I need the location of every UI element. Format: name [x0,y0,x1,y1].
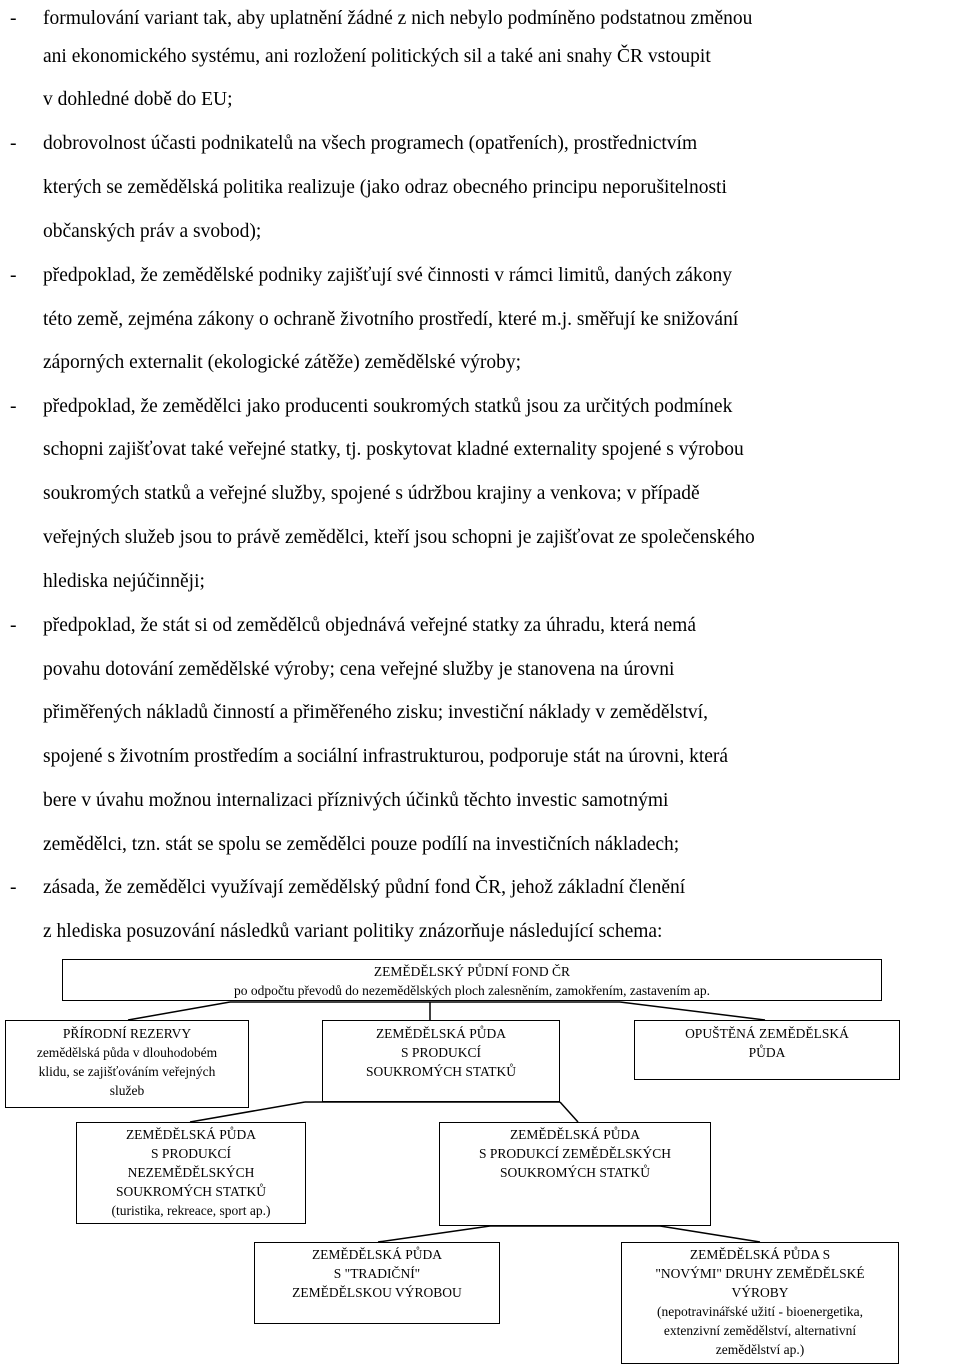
text-line: bere v úvahu možnou internalizaci příznivých účinků těchto investic samotnými [43,790,669,811]
box-line: "NOVÝMI" DRUHY ZEMĚDĚLSKÉ [655,1266,865,1281]
text-line: hlediska nejúčinněji; [43,571,205,592]
box-subtitle: po odpočtu převodů do nezemědělských ploch zalesněním, zamokřením, zastavením ap. [233,983,711,998]
text-line: ani ekonomického systému, ani rozložení politických sil a také ani snahy ČR vstoupit [43,46,711,67]
box-line: služeb [109,1083,145,1098]
box-title: ZEMĚDĚLSKÝ PŮDNÍ FOND ČR [373,964,571,979]
text-line: zásada, že zemědělci využívají zemědělský půdní fond ČR, jehož základní členění [43,877,686,898]
text-line: v dohledné době do EU; [43,89,233,110]
box-line: VÝROBY [731,1285,789,1300]
diagram-box-root [62,959,882,1001]
text-line: předpoklad, že zemědělci jako producenti soukromých statků jsou za určitých podmínek [43,396,733,417]
text-line: zemědělci, tzn. stát se spolu se zemědělci pouze podílí na investičních nákladech; [43,834,680,855]
box-title: OPUŠTĚNÁ ZEMĚDĚLSKÁ [685,1026,849,1041]
box-line: ZEMĚDĚLSKOU VÝROBOU [292,1285,462,1300]
box-title: ZEMĚDĚLSKÁ PŮDA [375,1026,507,1041]
box-line: (nepotravinářské užití - bioenergetika, [657,1304,863,1319]
text-line: záporných externalit (ekologické zátěže) zemědělské výroby; [43,352,522,373]
diagram-box-new-types [621,1242,899,1364]
box-line: zemědělská půda v dlouhodobém [36,1045,218,1060]
box-line: SOUKROMÝCH STATKŮ [365,1064,517,1079]
box-line: S PRODUKCÍ ZEMĚDĚLSKÝCH [478,1146,671,1161]
box-title: ZEMĚDĚLSKÁ PŮDA S [689,1247,831,1262]
box-line: S PRODUKCÍ [401,1045,481,1060]
text-line: občanských práv a svobod); [43,221,262,242]
text-line: formulování variant tak, aby uplatnění žádné z nich nebylo podmíněno podstatnou změnou [43,8,753,29]
box-line: SOUKROMÝCH STATKŮ [115,1184,267,1199]
text-line: dobrovolnost účasti podnikatelů na všech programech (opatřeních), prostřednictvím [43,133,698,154]
box-line: NEZEMĚDĚLSKÝCH [127,1165,255,1180]
bullet-dash: - [10,877,17,898]
box-line: PŮDA [748,1045,786,1060]
connector-line [560,1102,578,1122]
bullet-dash: - [10,615,17,636]
box-line: extenzivní zemědělství, alternativní [663,1323,857,1338]
text-line: přiměřených nákladů činností a přiměřeného zisku; investiční náklady v zemědělství, [43,702,708,723]
text-line: veřejných služeb jsou to právě zemědělci, kteří jsou schopni je zajišťovat ze společenského [43,527,755,548]
diagram-box-agricultural [439,1122,711,1226]
connector-line [660,1226,760,1242]
diagram-box-reserves [5,1020,249,1108]
box-title: ZEMĚDĚLSKÁ PŮDA [125,1127,257,1142]
text-line: předpoklad, že zemědělské podniky zajišťují své činnosti v rámci limitů, daných zákony [43,265,733,286]
text-line: kterých se zemědělská politika realizuje (jako odraz obecného principu neporušitelnosti [43,177,727,198]
box-line: SOUKROMÝCH STATKŮ [499,1165,651,1180]
box-line: zemědělství ap.) [715,1342,805,1357]
bullet-dash: - [10,8,17,29]
diagram-box-traditional [254,1242,500,1324]
box-line: klidu, se zajišťováním veřejných [38,1064,216,1079]
text-line: z hlediska posuzování následků variant politiky znázorňuje následující schema: [43,921,663,942]
connector-line [620,1002,765,1020]
connector-line [378,1226,490,1242]
text-line: povahu dotování zemědělské výroby; cena veřejné služby je stanovena na úrovni [43,659,675,680]
text-line: předpoklad, že stát si od zemědělců objednává veřejné statky za úhradu, která nemá [43,615,696,636]
bullet-dash: - [10,133,17,154]
text-line: spojené s životním prostředím a sociální infrastrukturou, podporuje stát na úrovni, která [43,746,729,767]
diagram-box-non-agricultural [76,1122,306,1224]
box-line: S PRODUKCÍ [151,1146,231,1161]
box-line: S "TRADIČNÍ" [333,1266,421,1281]
bullet-dash: - [10,396,17,417]
box-title: PŘÍRODNÍ REZERVY [62,1026,192,1041]
text-line: schopni zajišťovat také veřejné statky, tj. poskytovat kladné externality spojené s výrobou [43,439,744,460]
connector-line [128,1002,230,1020]
box-line: (turistika, rekreace, sport ap.) [111,1203,271,1218]
text-line: soukromých statků a veřejné služby, spojené s údržbou krajiny a venkova; v případě [43,483,700,504]
diagram-box-private-production [322,1020,560,1102]
bullet-dash: - [10,265,17,286]
box-title: ZEMĚDĚLSKÁ PŮDA [509,1127,641,1142]
text-line: této země, zejména zákony o ochraně životního prostředí, které m.j. směřují ke snižování [43,309,739,330]
diagram-box-abandoned [634,1020,900,1080]
box-title: ZEMĚDĚLSKÁ PŮDA [311,1247,443,1262]
